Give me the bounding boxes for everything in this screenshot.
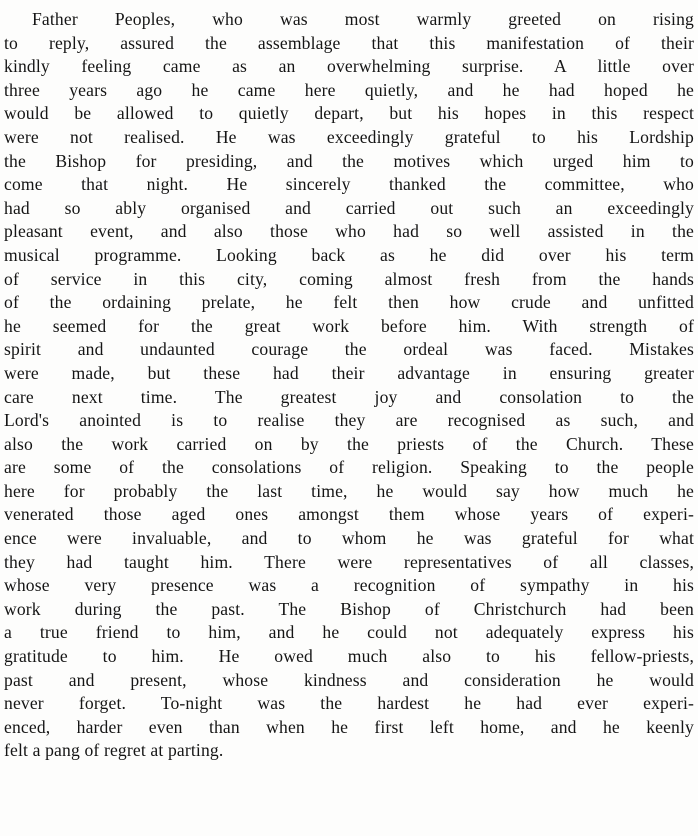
article-line: would be allowed to quietly depart, but his hopes in this respect — [4, 103, 694, 124]
article-line: also the work carried on by the priests of the Church. These — [4, 433, 694, 454]
article-line: come that night. He sincerely thanked the committee, who — [4, 174, 694, 195]
article-line: spirit and undaunted courage the ordeal was faced. Mistakes — [4, 339, 694, 360]
article-line: gratitude to him. He owed much also to his fellow-priests, — [4, 646, 694, 667]
article-line: ence were invaluable, and to whom he was grateful for what — [4, 528, 694, 549]
article-line: are some of the consolations of religion. Speaking to the people — [4, 457, 694, 478]
article-line: never forget. To-night was the hardest he had ever experi- — [4, 693, 694, 714]
article-line: venerated those aged ones amongst them whose years of experi- — [4, 504, 694, 525]
article-line: here for probably the last time, he would say how much he — [4, 480, 694, 501]
article-line: work during the past. The Bishop of Christchurch had been — [4, 598, 694, 619]
article-line: of service in this city, coming almost fresh from the hands — [4, 268, 694, 289]
article-line: enced, harder even than when he first left home, and he keenly — [4, 716, 694, 737]
article-line: they had taught him. There were representatives of all classes, — [4, 551, 694, 572]
article-line: pleasant event, and also those who had so well assisted in the — [4, 221, 694, 242]
article-line: past and present, whose kindness and consideration he would — [4, 669, 694, 690]
article-line: three years ago he came here quietly, and he had hoped he — [4, 79, 694, 100]
article-line: a true friend to him, and he could not adequately express his — [4, 622, 694, 643]
article-line: musical programme. Looking back as he did over his term — [4, 244, 694, 265]
article-line: care next time. The greatest joy and consolation to the — [4, 386, 694, 407]
article-line: to reply, assured the assemblage that this manifestation of their — [4, 32, 694, 53]
article-line: he seemed for the great work before him. With strength of — [4, 315, 694, 336]
article-line: were made, but these had their advantage in ensuring greater — [4, 362, 694, 383]
article-line: felt a pang of regret at parting. — [4, 740, 224, 761]
article-line: Father Peoples, who was most warmly greeted on rising — [32, 9, 694, 29]
article-line: Lord's anointed is to realise they are recognised as such, and — [4, 410, 694, 431]
article-line: had so ably organised and carried out such an exceedingly — [4, 197, 694, 218]
article-line: whose very presence was a recognition of sympathy in his — [4, 575, 694, 596]
article-line: kindly feeling came as an overwhelming surprise. A little over — [4, 56, 694, 77]
article-column — [4, 8, 694, 763]
article-line: were not realised. He was exceedingly grateful to his Lordship — [4, 126, 694, 147]
article-line: of the ordaining prelate, he felt then how crude and unfitted — [4, 292, 694, 313]
article-line: the Bishop for presiding, and the motives which urged him to — [4, 150, 694, 171]
